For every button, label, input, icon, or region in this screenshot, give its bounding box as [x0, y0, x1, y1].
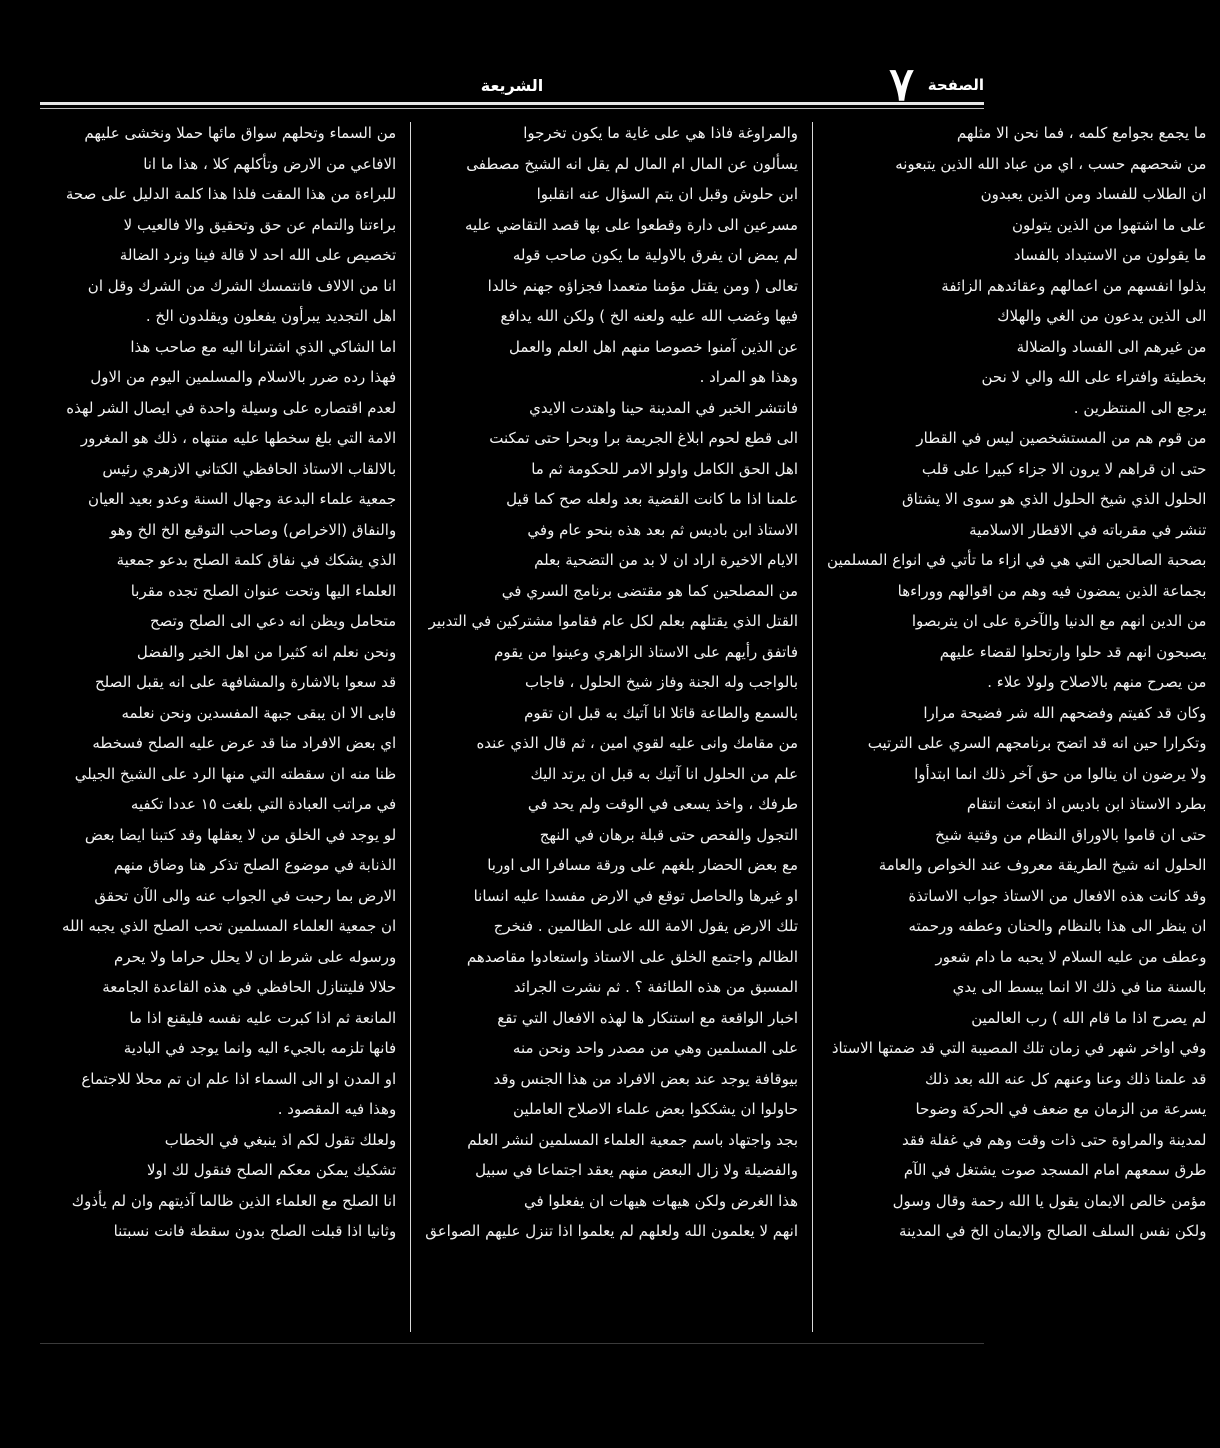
text-line: بجد واجتهاد باسم جمعية العلماء المسلمين لنشر العلم [467, 1130, 799, 1149]
text-line: مع بعض الحضار بلغهم على ورقة مسافرا الى اوربا [487, 856, 799, 874]
text-line: اهل الحق الكامل واولو الامر للحكومة ثم ما [531, 459, 799, 478]
text-line: فهذا رده ضرر بالاسلام والمسلمين اليوم من الاول [90, 368, 397, 386]
text-line: طرق سمعهم امام المسجد صوت يشتغل في الآم [903, 1161, 1207, 1179]
text-line: من مقامك وانى عليه لقوي امين ، ثم قال الذي عنده [476, 734, 799, 752]
article-columns [48, 118, 1207, 1336]
text-line: الارض بما رحبت في الجواب عنه والى الآن تحقق [94, 886, 397, 905]
text-line: قد سعوا بالاشارة والمشافهة على انه يقبل الصلح [94, 673, 397, 691]
text-line: وتكرارا حين انه قد اتضح برنامجهم السري على الترتيب [867, 734, 1207, 752]
column-middle [411, 118, 812, 1336]
column-right [48, 118, 410, 1336]
text-line: يرجع الى المنتظرين . [1073, 398, 1207, 417]
text-line: اخبار الواقعة مع استنكار ها لهذه الافعال التي تقع [497, 1008, 799, 1027]
text-line: بالواجب وله الجنة وفاز شيخ الحلول ، فاجاب [524, 673, 799, 691]
text-line: بالالقاب الاستاذ الحافظي الكتاني الازهري رئيس [102, 459, 397, 478]
text-line: اهل التجديد يبرأون يفعلون ويقلدون الخ . [145, 307, 397, 325]
text-line: ولكن نفس السلف الصالح والايمان الخ في المدينة [898, 1222, 1207, 1240]
text-line: يصبحون انهم قد حلوا وارتحلوا لقضاء عليهم [939, 642, 1207, 661]
text-line: ان ينظر الى هذا بالنظام والحنان وعطفه ورحمته [908, 917, 1207, 935]
text-line: بذلوا انفسهم من اعمالهم وعقائدهم الزائفة [941, 276, 1207, 295]
text-line: اي بعض الافراد منا قد عرض عليه الصلح فسخطه [92, 734, 397, 752]
text-line: وهذا فيه المقصود . [277, 1100, 397, 1118]
text-line: او المدن او الى السماء اذا علم ان تم محلا للاجتماع [81, 1069, 397, 1088]
text-line: ورسوله على شرط ان لا يحلل حراما ولا يحرم [114, 947, 397, 966]
text-line: قد علمنا ذلك وعنا وعنهم كل عنه الله بعد ذلك [925, 1069, 1207, 1088]
text-line: القتل الذي يقتلهم بعلم لكل عام فقاموا مشتركين في التدبير [428, 612, 799, 630]
header-rule [40, 102, 984, 105]
text-line: من شحصهم حسب ، اي من عباد الله الذين يتبعونه [895, 154, 1207, 173]
text-line: بالسنة منا في ذلك الا انما يبسط الى يدي [952, 978, 1207, 996]
text-line: المانعة ثم اذا كبرت عليه نفسه فليقنع اذا ما [129, 1008, 397, 1027]
text-line: بالسمع والطاعة قائلا انا آتيك به قبل ان تقوم [524, 703, 799, 722]
text-line: وثانيا اذا قبلت الصلح بدون سقطة فانت نسبتنا [113, 1222, 397, 1240]
text-line: بطرد الاستاذ ابن باديس اذ ابتعث انتقام [966, 795, 1207, 813]
issue-label: الصفحة [927, 76, 984, 94]
text-line: العلماء اليها وتحت عنوان الصلح تجده مقربا [130, 581, 397, 600]
text-line: ابن حلوش وقبل ان يتم السؤال عنه انقلبوا [536, 185, 799, 203]
masthead [40, 57, 984, 111]
text-line: هذا الغرض ولكن هيهات هيهات ان يفعلوا في [523, 1191, 799, 1210]
column-divider [812, 122, 813, 1332]
text-line: الاستاذ ابن باديس ثم بعد هذه بنحو عام وفي [527, 520, 799, 539]
text-line: حتى ان قاموا بالاوراق النظام من وقتية شيخ [935, 825, 1207, 844]
text-line: علمنا اذا ما كانت القضية بعد ولعله صح كما قيل [506, 490, 799, 508]
text-line: تشكيك يمكن معكم الصلح فنقول لك اولا [146, 1161, 397, 1179]
text-line: وعطف من عليه السلام لا يحبه ما دام شعور [935, 947, 1207, 966]
text-line: فانها تلزمه بالجيء اليه وانما يوجد في البادية [123, 1039, 397, 1057]
text-line: والنفاق (الاخراص) وصاحب التوقيع الخ الخ وهو [110, 520, 397, 539]
text-line: الحلول الذي شيخ الحلول الذي هو سوى الا يشتاق [902, 490, 1207, 508]
text-line: على ما اشتهوا من الذين يتولون [1012, 215, 1207, 234]
text-line: ظنا منه ان سقطته التي منها الرد على الشيخ الجيلي [74, 764, 397, 783]
text-line: تلك الارض يقول الامة الله على الظالمين . فنخرج [493, 917, 799, 935]
text-line: الحلول انه شيخ الطريقة معروف عند الخواص والعامة [878, 856, 1207, 874]
text-line: وهذا هو المراد . [699, 368, 799, 386]
text-line: وقد كانت هذه الافعال من الاستاذ جواب الاساتذة [908, 886, 1207, 905]
text-line: براءتنا والتمام عن حق وتحقيق والا فالعيب لا [123, 215, 397, 234]
text-line: فاتفق رأيهم على الاستاذ الزاهري وعينوا من يقوم [494, 642, 799, 661]
text-line: والمراوغة فاذا هي على غاية ما يكون تخرجوا [523, 124, 799, 142]
text-line: مؤمن خالص الايمان يقول يا الله رحمة وقال وسول [892, 1191, 1207, 1210]
text-line: مسرعين الى دارة وقطعوا على بها قصد التقاضي عليه [464, 215, 799, 234]
text-line: في مراتب العبادة التي بلغت ١٥ عددا تكفيه [130, 795, 397, 813]
text-line: يسألون عن المال ام المال لم يقل انه الشيخ مصطفى [466, 154, 799, 173]
text-line: الايام الاخيرة اراد ان لا بد من التضحية بعلم [534, 551, 799, 569]
text-line: الظالم واجتمع الخلق على الاستاذ واستعادوا مقاصدهم [466, 947, 799, 966]
text-line: ان الطلاب للفساد ومن الذين يعبدون [980, 185, 1207, 203]
text-line: فابى الا ان يبقى جبهة المفسدين ونحن نعلمه [121, 703, 397, 722]
text-line: من السماء وتحلهم سواق مائها حملا ونخشى عليهم [84, 124, 397, 142]
text-line: الى الذين يدعون من الغي والهلاك [997, 307, 1207, 325]
text-line: بخطيئة وافتراء على الله والي لا نحن [981, 368, 1207, 386]
text-line: من الدين انهم مع الدنيا والآخرة على ان يتربصوا [911, 612, 1207, 630]
text-line: من غيرهم الى الفساد والضلالة [1016, 337, 1207, 356]
text-line: متحامل ويظن انه دعي الى الصلح وتصح [149, 612, 397, 630]
text-line: حتى ان قراهم لا يرون الا جزاء كبيرا على قلب [921, 459, 1207, 478]
text-line: انهم لا يعلمون الله ولعلهم لم يعلموا اذا تنزل عليهم الصواعق [425, 1222, 799, 1240]
text-line: لم يمض ان يفرق بالاولية ما يكون صاحب قوله [512, 246, 799, 264]
text-line: ولعلك تقول لكم اذ ينبغي في الخطاب [164, 1130, 397, 1149]
text-line: من قوم هم من المستشخصين ليس في القطار [916, 429, 1207, 447]
text-line: لم يصرح اذا ما قام الله ) رب العالمين [971, 1008, 1207, 1027]
text-line: جمعية علماء البدعة وجهال السنة وعدو بعيد العيان [87, 490, 397, 508]
page-number: ٧ [889, 57, 914, 111]
text-line: اما الشاكي الذي اشترانا اليه مع صاحب هذا [130, 337, 397, 356]
text-line: فانتشر الخبر في المدينة حينا واهتدت الايدي [529, 398, 799, 417]
text-line: عن الذين آمنوا خصوصا منهم اهل العلم والعمل [509, 337, 799, 356]
text-line: الافاعي من الارض وتأكلهم كلا ، هذا ما انا [143, 154, 397, 173]
text-line: وكان قد كفيتم وفضحهم الله شر فضيحة مرارا [923, 703, 1207, 722]
text-line: ان جمعية العلماء المسلمين تحب الصلح الذي يجبه الله [62, 917, 397, 935]
text-line: بجماعة الذين يمضون فيه وهم من اقوالهم ووراءها [897, 581, 1207, 600]
text-line: لمدينة والمراوة حتى ذات وقت وهم في غفلة فقد [901, 1130, 1207, 1149]
column-divider [410, 122, 411, 1332]
text-line: يسرعة من الزمان مع ضعف في الحركة وضوحا [915, 1100, 1207, 1118]
text-line: تخصيص على الله احد لا قالة فينا ونرد الضالة [119, 246, 397, 264]
header-rule-thin [40, 108, 984, 109]
journal-title: الشريعة [480, 76, 544, 95]
text-line: انا الصلح مع العلماء الذين ظالما آذيتهم وان لم يأذوك [71, 1191, 397, 1210]
text-line: على المسلمين وهي من مصدر واحد ونحن منه [512, 1039, 799, 1057]
text-line: او غيرها والحاصل توقع في الارض مفسدا عليه انسانا [473, 886, 799, 905]
text-line: علم من الحلول انا آتيك به قبل ان يرتد اليك [530, 764, 799, 783]
text-line: الى قطع لحوم ابلاغ الجريمة برا وبحرا حتى تمكنت [489, 429, 799, 447]
text-line: بصحبة الصالحين التي هي في ازاء ما تأتي في انواع المسلمين [827, 551, 1207, 569]
text-line: حلالا فليتنازل الحافظي في هذه القاعدة الجامعة [102, 978, 397, 996]
text-line: الذنابة في موضوع الصلح تذكر هنا وضاق منهم [113, 856, 397, 874]
text-line: الامة التي بلغ سخطها عليه منتهاه ، ذلك هو المغرور [80, 429, 397, 447]
text-line: ونحن نعلم انه كثيرا من اهل الخير والفضل [136, 642, 397, 661]
text-line: من يصرح منهم بالاصلاح ولولا علاء . [987, 673, 1207, 691]
column-left [813, 118, 1220, 1336]
text-line: ما يجمع بجوامع كلمه ، فما نحن الا مثلهم [956, 124, 1207, 142]
text-line: طرفك ، واخذ يسعى في الوقت ولم يحد في [527, 795, 799, 813]
text-line: للبراءة من هذا المقت فلذا هذا كلمة الدليل على صحة [65, 185, 397, 203]
footer-rule [40, 1343, 984, 1344]
text-line: ما يقولون من الاستبداد بالفساد [1013, 246, 1207, 264]
text-line: انا من الالاف فانتمسك الشرك من الشرك وقل ان [87, 276, 397, 295]
text-line: المسبق من هذه الطائفة ؟ . ثم نشرت الجرائد [513, 978, 799, 996]
text-line: من المصلحين كما هو مقتضى برنامج السري في [501, 581, 799, 600]
text-line: التجول والفحص حتى قبلة برهان في النهج [539, 825, 799, 844]
text-line: وفي اواخر شهر في زمان تلك المصيبة التي قد ضمتها الاستاذ [831, 1039, 1207, 1057]
text-line: تعالى ( ومن يقتل مؤمنا متعمدا فجزاؤه جهنم خالدا [487, 276, 799, 295]
text-line: الذي يشكك في نفاق كلمة الصلح بدعو جمعية [116, 551, 397, 569]
text-line: لو يوجد في الخلق من لا يعقلها وقد كتبنا ايضا بعض [84, 825, 397, 844]
text-line: فيها وغضب الله عليه ولعنه الخ ) ولكن الله يدافع [500, 307, 799, 325]
text-line: لعدم اقتصاره على وسيلة واحدة في ايصال الشر لهذه [66, 398, 397, 417]
text-line: ولا يرضون ان ينالوا من حق آخر ذلك انما ابتدأوا [914, 764, 1207, 783]
text-line: حاولوا ان يشككوا بعض علماء الاصلاح العاملين [513, 1100, 799, 1118]
text-line: والفضيلة ولا زال البعض منهم يعقد اجتماعا في سبيل [475, 1161, 799, 1179]
text-line: تنشر في مقرباته في الاقطار الاسلامية [969, 520, 1207, 539]
text-line: بيوقافة يوجد عند بعض الافراد من هذا الجنس وقد [493, 1069, 799, 1088]
